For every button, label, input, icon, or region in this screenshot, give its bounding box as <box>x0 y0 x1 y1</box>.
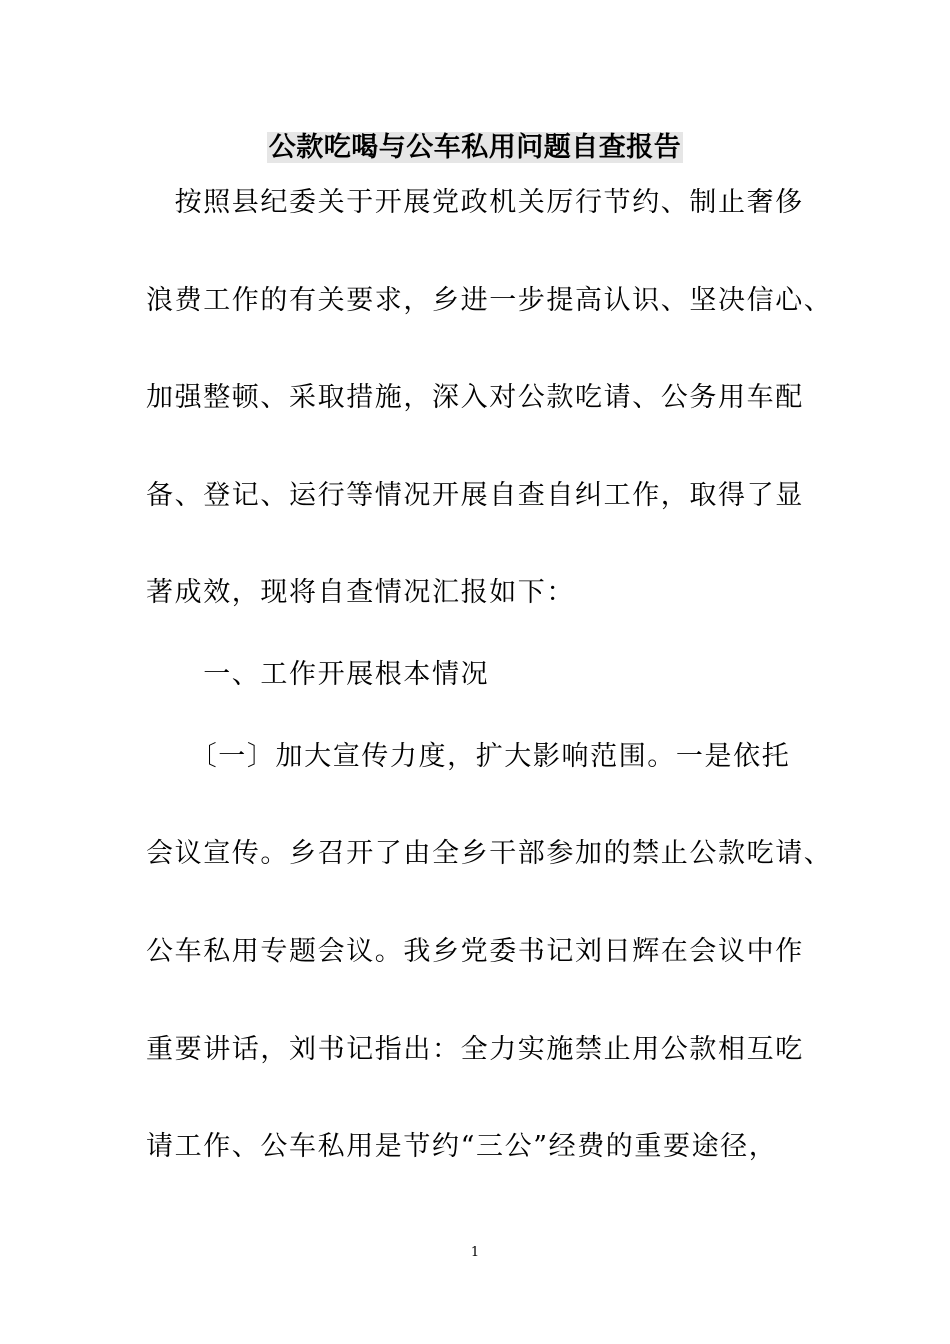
document-title-text: 公款吃喝与公车私用问题自查报告 <box>268 132 682 163</box>
body-line-8: 会议宣传。乡召开了由全乡干部参加的禁止公款吃请、 <box>146 838 833 869</box>
body-line-1: 按照县纪委关于开展党政机关厉行节约、制止奢侈 <box>146 187 804 218</box>
body-line-3: 加强整顿、采取措施，深入对公款吃请、公务用车配 <box>146 382 804 413</box>
body-line-11: 请工作、公车私用是节约“三公”经费的重要途径， <box>146 1131 778 1162</box>
section-heading-1: 一、工作开展根本情况 <box>146 659 490 690</box>
body-line-4: 备、登记、运行等情况开展自查自纠工作，取得了显 <box>146 480 804 511</box>
body-line-5: 著成效，现将自查情况汇报如下： <box>146 577 575 608</box>
body-line-9: 公车私用专题会议。我乡党委书记刘日辉在会议中作 <box>146 936 804 967</box>
page-number: 1 <box>470 1245 480 1260</box>
body-line-10: 重要讲话，刘书记指出：全力实施禁止用公款相互吃 <box>146 1034 804 1065</box>
body-line-2: 浪费工作的有关要求，乡进一步提高认识、坚决信心、 <box>146 285 833 316</box>
document-title <box>0 128 950 168</box>
body-line-7: 〔一〕加大宣传力度，扩大影响范围。一是依托 <box>146 741 791 772</box>
